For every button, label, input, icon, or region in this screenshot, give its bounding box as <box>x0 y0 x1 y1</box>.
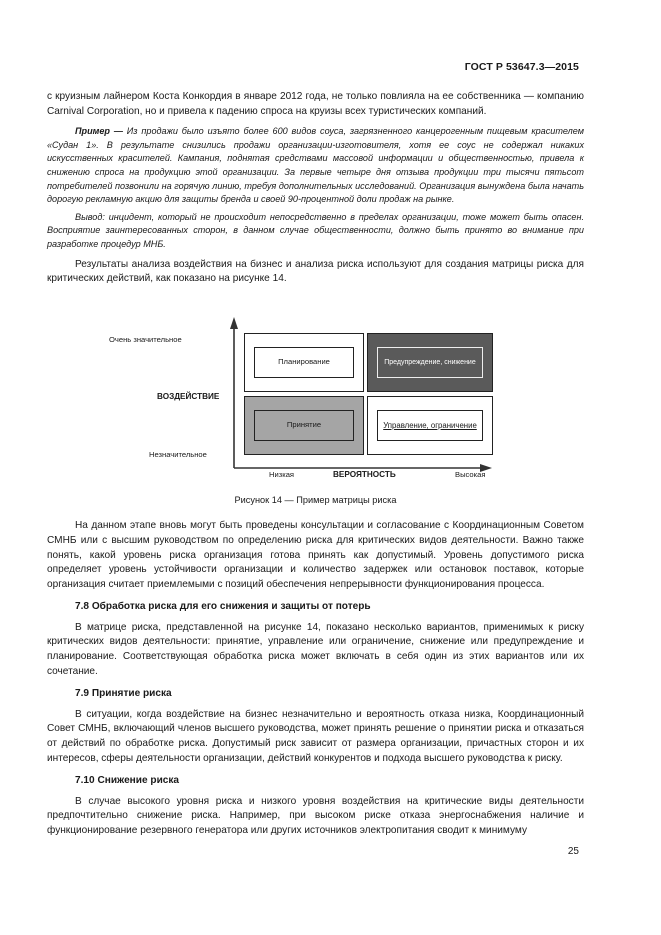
paragraph: В матрице риска, представленной на рисунке 14, показано несколько вариантов, применимых к риску критических видов деятельности: принятие, управление или ограничение, снижение или предупреждение и планирование. Соответствующая обработка риска может включать в себя один из этих вариантов или их сочетание. <box>47 621 584 677</box>
page-number: 25 <box>567 846 579 857</box>
example-paragraph <box>47 125 584 207</box>
quadrant-acceptance-label: Принятие <box>254 410 354 441</box>
section-heading-7-8: 7.8 Обработка риска для его снижения и защиты от потерь <box>75 601 371 613</box>
document-header: ГОСТ Р 53647.3—2015 <box>464 61 579 73</box>
x-axis-left-label: Низкая <box>269 469 295 479</box>
quadrant-acceptance <box>244 396 364 455</box>
y-axis-title: ВОЗДЕЙСТВИЕ <box>157 391 220 401</box>
quadrant-planning <box>244 333 364 392</box>
x-axis-title: ВЕРОЯТНОСТЬ <box>333 469 396 479</box>
matrix-axes <box>47 293 584 493</box>
section-heading-7-10: 7.10 Снижение риска <box>75 775 180 787</box>
paragraph: с круизным лайнером Коста Конкордия в январе 2012 года, не только повлияла на ее собственника — компанию Carnival Corporation, но и привела к падению спроса на круизы всех туристических компаний. <box>47 91 584 117</box>
x-axis-right-label: Высокая <box>455 469 486 479</box>
quadrant-planning-label: Планирование <box>254 347 354 378</box>
y-axis-arrow <box>230 317 238 329</box>
quadrant-prevention-label: Предупреждение, снижение <box>377 347 483 378</box>
page-body <box>47 90 584 839</box>
quadrant-prevention <box>367 333 493 392</box>
y-axis-bottom-label: Незначительное <box>149 449 207 459</box>
section-heading-7-9: 7.9 Принятие риска <box>75 688 172 700</box>
y-axis-top-label: Очень значительное <box>109 334 182 344</box>
paragraph: На данном этапе вновь могут быть проведены консультации и согласование с Координационным Советом СМНБ или с высшим руководством по определению риска для критических видов деятельности. Важно также понять, какой уровень риска организация готова принять как допустимый. Уровень допустимого риска определяет уровень устойчивости организации и количество задержек или остановок поставок, которые организация считает приемлемыми с позиций обеспечения непрерывности функционирования процесса. <box>47 520 584 590</box>
paragraph: В случае высокого уровня риска и низкого уровня воздействия на критические виды деятельности предпочтительно снижение риска. Например, при высоком риске отказа энергоснабжения наличие и функционирование резервного генератора или других источников электропитания сводит к минимуму <box>47 795 584 836</box>
conclusion-paragraph: Вывод: инцидент, который не происходит непосредственно в пределах организации, тоже может быть опасен. Восприятие заинтересованных сторон, в данном случае общественности, должно быть принято во внимание при разработке процедур МНБ. <box>47 211 584 249</box>
quadrant-management-label: Управление, ограничение <box>377 410 483 441</box>
example-text: Из продажи было изъято более 600 видов соуса, загрязненного канцерогенным пищевым красителем «Судан 1». В результате снизились продажи организации-изготовителя, хотя ее соус не содержал никаких искусственных красителей. Кампания, поднятая средствами массовой информации и общественностью, привела к снижению спроса на продукцию этой организации. За первые четыре дня отзыва продукции три тысячи пятьсот потребителей позвонили на горячую линию, требуя дополнительных исследований. Организация вынуждена была начать дорогую рекламную акцию для защиты бренда и своей 90-процентной доли продаж на рынке. <box>47 126 584 205</box>
example-label: Пример — <box>75 126 123 137</box>
risk-matrix-figure <box>47 293 584 493</box>
paragraph: В ситуации, когда воздействие на бизнес незначительно и вероятность отказа низка, Координационный Совет СМНБ, включающий членов высшего руководства, может принять решение о принятии риска и отказаться от действий по обработке риска. Допустимый риск зависит от размера организации, причастных сторон и их интересов, сферы деятельности организации, действий конкурентов и подхода высшего руководства к риску. <box>47 708 584 764</box>
figure-caption: Рисунок 14 — Пример матрицы риска <box>234 494 397 505</box>
paragraph: Результаты анализа воздействия на бизнес и анализа риска используют для создания матрицы риска для критических действий, как показано на рисунке 14. <box>47 258 584 285</box>
quadrant-management <box>367 396 493 455</box>
